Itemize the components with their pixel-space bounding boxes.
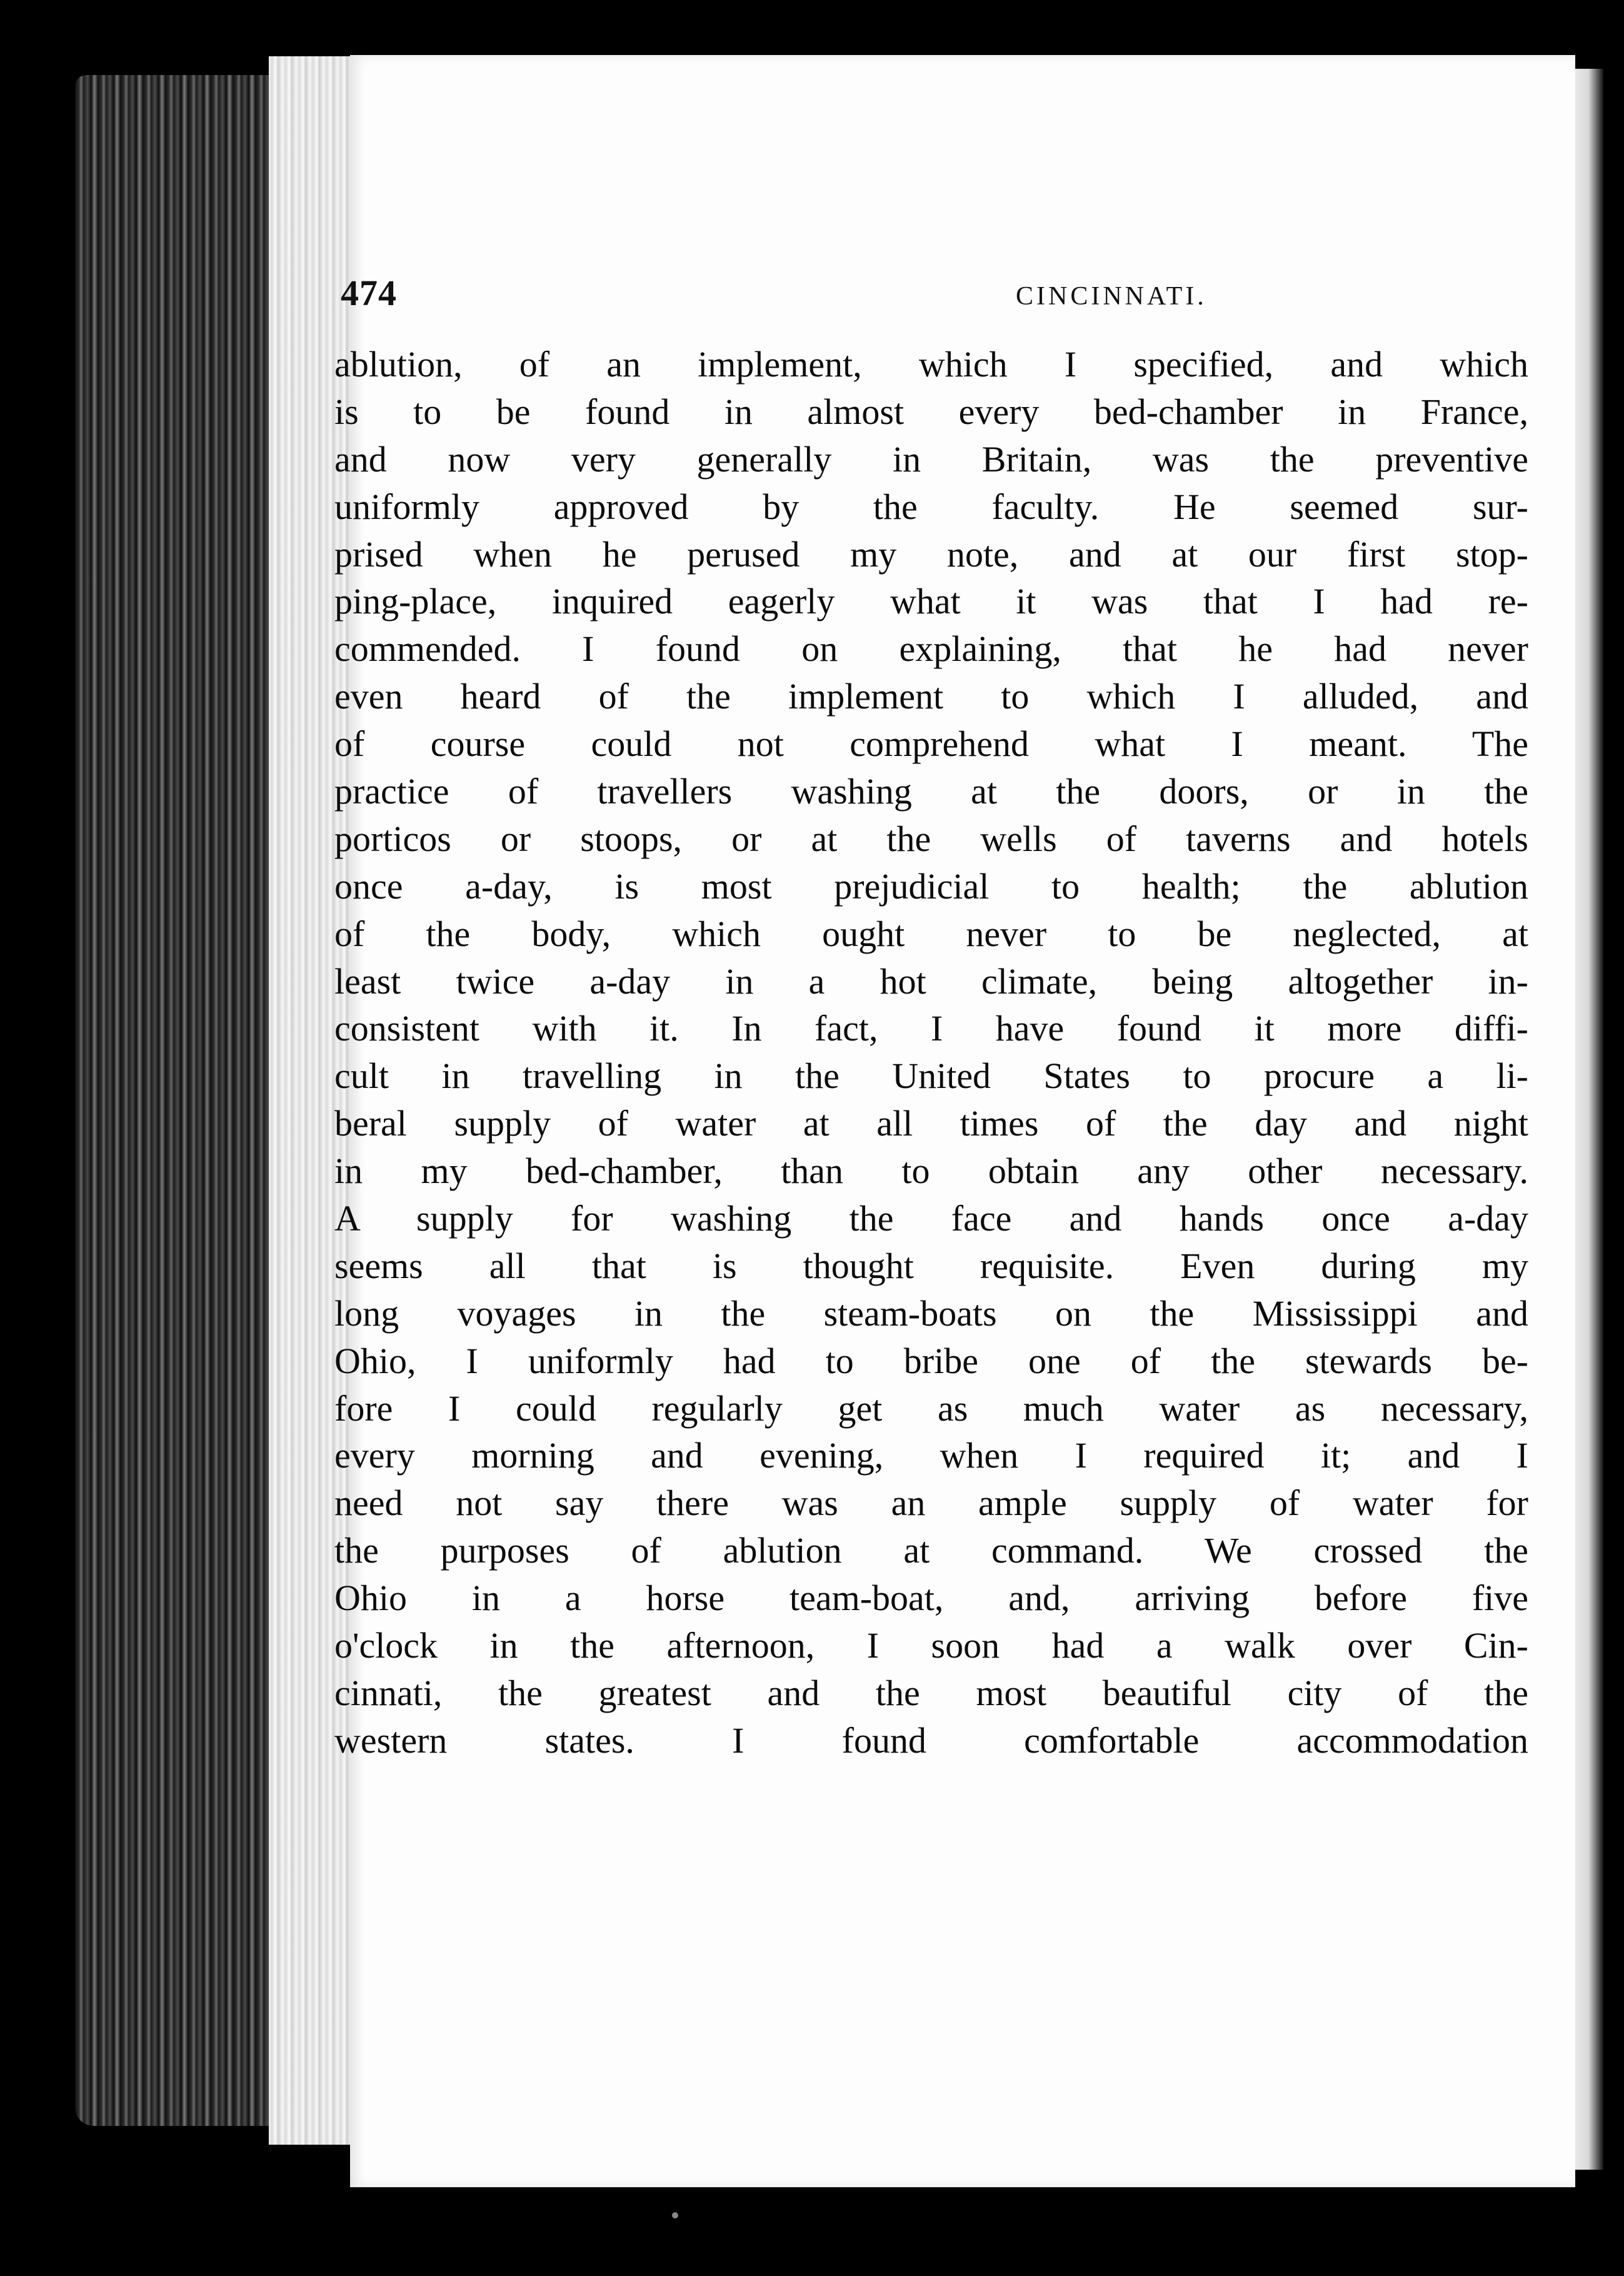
text-line: porticos or stoops, or at the wells of taverns and hotels [334,818,1528,859]
text-line: A supply for washing the face and hands once a-day [334,1198,1528,1239]
text-line: need not say there was an ample supply of water for [334,1483,1528,1524]
page-number: 474 [341,273,397,313]
text-line: the purposes of ablution at command. We crossed the [334,1530,1528,1571]
text-line: Ohio, I uniformly had to bribe one of the stewards be- [334,1340,1528,1381]
text-line: western states. I found comfortable accommodation [334,1720,1528,1761]
text-line: even heard of the implement to which I alluded, and [334,676,1528,717]
text-line: commended. I found on explaining, that he had never [334,628,1528,670]
text-line: seems all that is thought requisite. Even during my [334,1245,1528,1286]
text-line: fore I could regularly get as much water as necessary, [334,1387,1528,1429]
text-line: consistent with it. In fact, I have found it more diffi- [334,1008,1528,1049]
text-line: cinnati, the greatest and the most beautiful city of the [334,1672,1528,1713]
text-line: ping-place, inquired eagerly what it was that I had re- [334,581,1528,622]
scan-speck [672,2212,678,2218]
text-line: is to be found in almost every bed-chamber in France, [334,391,1528,432]
text-line: Ohio in a horse team-boat, and, arriving before five [334,1578,1528,1619]
text-line: beral supply of water at all times of the day and night [334,1103,1528,1144]
text-line: practice of travellers washing at the doors, or in the [334,771,1528,812]
text-line: cult in travelling in the United States to procure a li- [334,1055,1528,1097]
text-line: prised when he perused my note, and at our first stop- [334,533,1528,575]
text-line: long voyages in the steam-boats on the Mississippi and [334,1292,1528,1334]
text-line: least twice a-day in a hot climate, being altogether in- [334,960,1528,1002]
text-line: ablution, of an implement, which I specified, and which [334,344,1528,385]
text-line: o'clock in the afternoon, I soon had a walk over Cin- [334,1625,1528,1666]
text-line: once a-day, is most prejudicial to health; the ablution [334,865,1528,907]
page-header [341,213,1235,325]
text-line: and now very generally in Britain, was the preventive [334,438,1528,480]
text-line: in my bed-chamber, than to obtain any other necessary. [334,1151,1528,1192]
running-head: CINCINNATI. [1016,282,1207,311]
body-text [334,341,1528,1765]
text-line: of course could not comprehend what I meant. The [334,723,1528,765]
text-line: uniformly approved by the faculty. He seemed sur- [334,486,1528,527]
text-line: every morning and evening, when I required it; and I [334,1435,1528,1476]
text-line: of the body, which ought never to be neglected, at [334,913,1528,954]
